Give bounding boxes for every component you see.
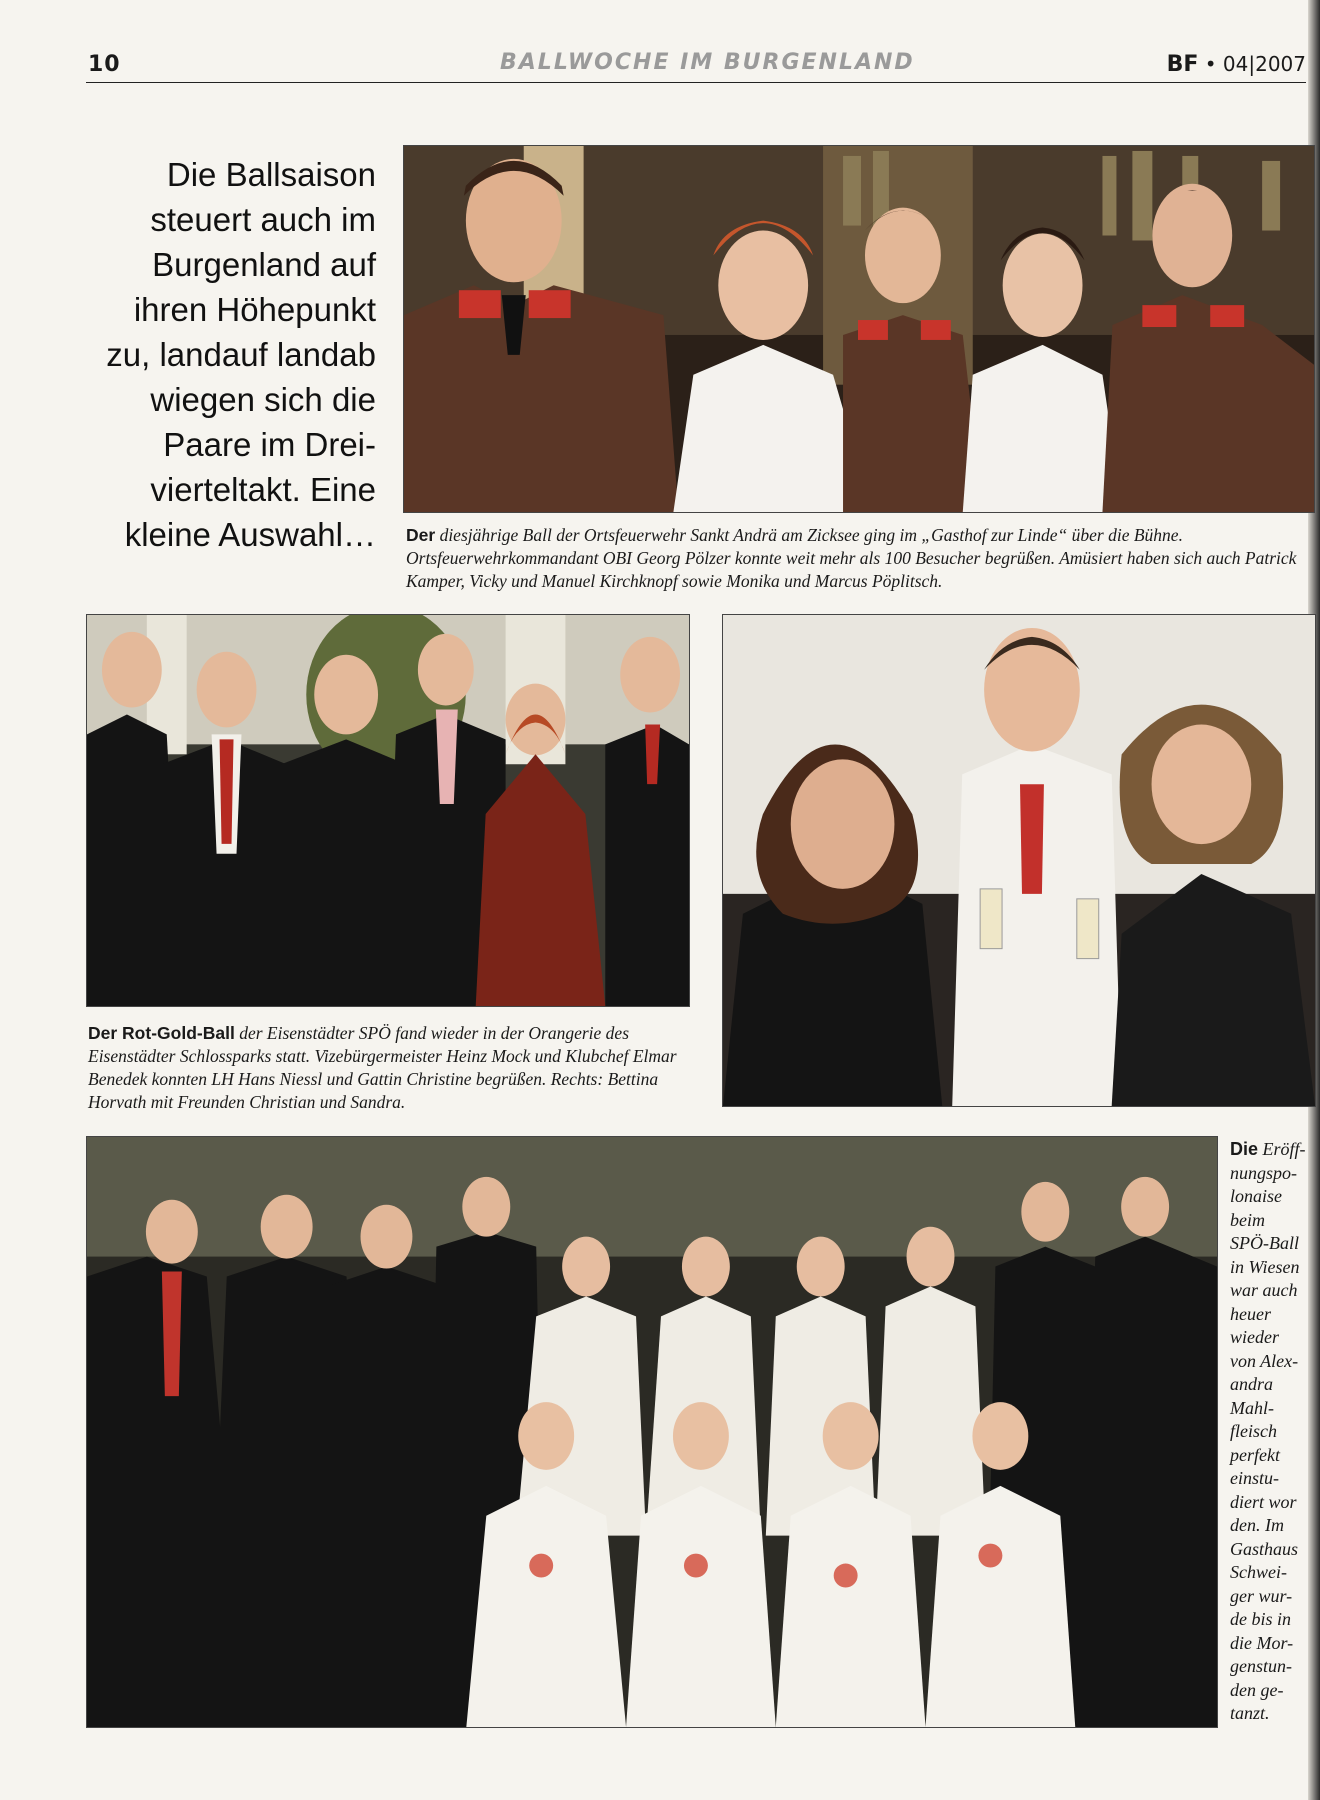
photo-rot-gold-ball [86, 614, 690, 1007]
caption-rot-gold-ball [88, 1022, 688, 1114]
caption-body: diesjährige Ball der Ortsfeuerwehr Sankt Andrä am Zicksee ging im „Gasthof zur Linde“ über die Bühne. Ortsfeuerwehrkommandant OBI Georg Pölzer konnte weit mehr als 100 Besucher begrüßen. Amüsiert haben sich auch Patrick Kamper, Vicky und Manuel Kirchknopf sowie Monika und Marcus Pöplitsch. [406, 525, 1297, 591]
photo-polonaise-illustration [87, 1137, 1217, 1727]
masthead-brand: BF [1166, 52, 1199, 77]
page-number: 10 [88, 52, 121, 77]
intro-line: vierteltakt. Eine [150, 471, 376, 508]
photo-rot-gold-illustration [87, 615, 689, 1006]
intro-line: kleine Auswahl… [124, 516, 376, 553]
intro-line: Burgenland auf [152, 246, 376, 283]
header-rule [86, 82, 1306, 83]
photo-bettina-horvath [722, 614, 1316, 1107]
masthead-issue: 04|2007 [1222, 52, 1306, 76]
caption-polonaise [1230, 1138, 1306, 1726]
caption-lead: Der [406, 525, 436, 545]
intro-line: zu, landauf landab [106, 336, 376, 373]
photo-feuerwehr-illustration [404, 146, 1314, 512]
caption-feuerwehr [406, 524, 1306, 593]
intro-line: Die Ballsaison [166, 156, 376, 193]
photo-feuerwehr-ball [403, 145, 1315, 513]
masthead-separator: • [1204, 52, 1217, 76]
intro-line: ihren Höhepunkt [133, 291, 376, 328]
photo-friends-illustration [723, 615, 1315, 1106]
caption-lead: Der Rot-Gold-Ball [88, 1023, 235, 1043]
intro-line: steuert auch im [150, 201, 376, 238]
intro-text [80, 152, 376, 557]
caption-body: der Eisenstädter SPÖ fand wieder in der Orangerie des Eisenstädter Schlossparks statt. Vizebürgermeister Heinz Mock und Klubchef Elmar Benedek konnten LH Hans Niessl und Gattin Christine begrüßen. Rechts: Bettina Horvath mit Freunden Christian und Sandra. [88, 1023, 677, 1112]
photo-polonaise [86, 1136, 1218, 1728]
intro-line: Paare im Drei- [163, 426, 376, 463]
caption-body: Eröff- nungspo- lonaise beim SPÖ-Ball in Wiesen war auch heuer wieder von Alex- andra Mahl- fleisch perfekt einstu- diert wor den. Im Gasthaus Schwei- ger wur- de bis in die Mor- genstun- den ge- tanzt. [1230, 1139, 1306, 1723]
intro-line: wiegen sich die [150, 381, 376, 418]
caption-lead: Die [1230, 1139, 1259, 1159]
section-title: BALLWOCHE IM BURGENLAND [500, 50, 915, 75]
masthead [1167, 52, 1306, 77]
